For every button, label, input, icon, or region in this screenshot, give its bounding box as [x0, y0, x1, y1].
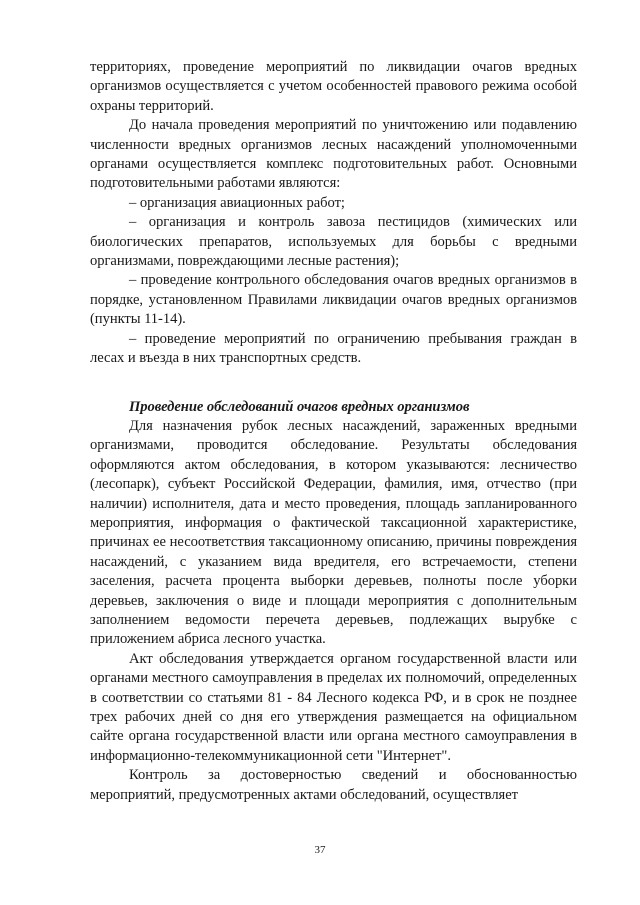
- list-item-control-survey: – проведение контрольного обследования очагов вредных организмов в порядке, установленном Правилами ликвидации очагов вредных организмов (пункты 11-14).: [90, 272, 577, 328]
- document-page: [90, 58, 577, 805]
- paragraph-preparatory-works: До начала проведения мероприятий по уничтожению или подавлению численности вредных организмов лесных насаждений уполномоченными органами осуществляется комплекс подготовительных работ. Основными подготовительными работами являются:: [90, 117, 577, 192]
- list-item-aviation: – организация авиационных работ;: [129, 194, 345, 211]
- page-number: 37: [314, 844, 326, 856]
- paragraph-act-approval: Акт обследования утверждается органом государственной власти или органами местного самоуправления в пределах их полномочий, определенных в соответствии со статьями 81 - 84 Лесного кодекса РФ, и в срок не позднее трех рабочих дней со дня его утверждения размещается на официальном сайте органа государственной власти или органа местного самоуправления в информационно-телекоммуникационной сети "Интернет".: [90, 650, 577, 764]
- list-item-restriction: – проведение мероприятий по ограничению пребывания граждан в лесах и въезда в них транспортных средств.: [90, 330, 577, 367]
- paragraph-continuation: территориях, проведение мероприятий по ликвидации очагов вредных организмов осуществляется с учетом особенностей правового режима особой охраны территорий.: [90, 59, 577, 114]
- section-heading: Проведение обследований очагов вредных организмов: [129, 398, 470, 415]
- paragraph-control: Контроль за достоверностью сведений и обоснованностью мероприятий, предусмотренных актами обследований, осуществляет: [90, 767, 577, 803]
- list-item-pesticides: – организация и контроль завоза пестицидов (химических или биологических препаратов, используемых для борьбы с вредными организмами, повреждающими лесные растения);: [90, 214, 577, 270]
- paragraph-survey-act: Для назначения рубок лесных насаждений, зараженных вредными организмами, проводится обследование. Результаты обследования оформляются актом обследования, в котором указываются: лесничество (лесопарк), субъект Российской Федерации, фамилия, имя, отчество (при наличии) исполнителя, дата и место проведения, площадь запланированного мероприятия, информация о фактической таксационной характеристике, причинах ее несоответствия таксационному описанию, причины повреждения насаждений, с указанием вида вредителя, его встречаемости, степени заселения, расчета процента выборки деревьев, полноты после уборки деревьев, заключения о виде и площади мероприятия с дополнительным заполнением ведомости перечета деревьев, подлежащих вырубке с приложением абриса лесного участка.: [90, 417, 577, 648]
